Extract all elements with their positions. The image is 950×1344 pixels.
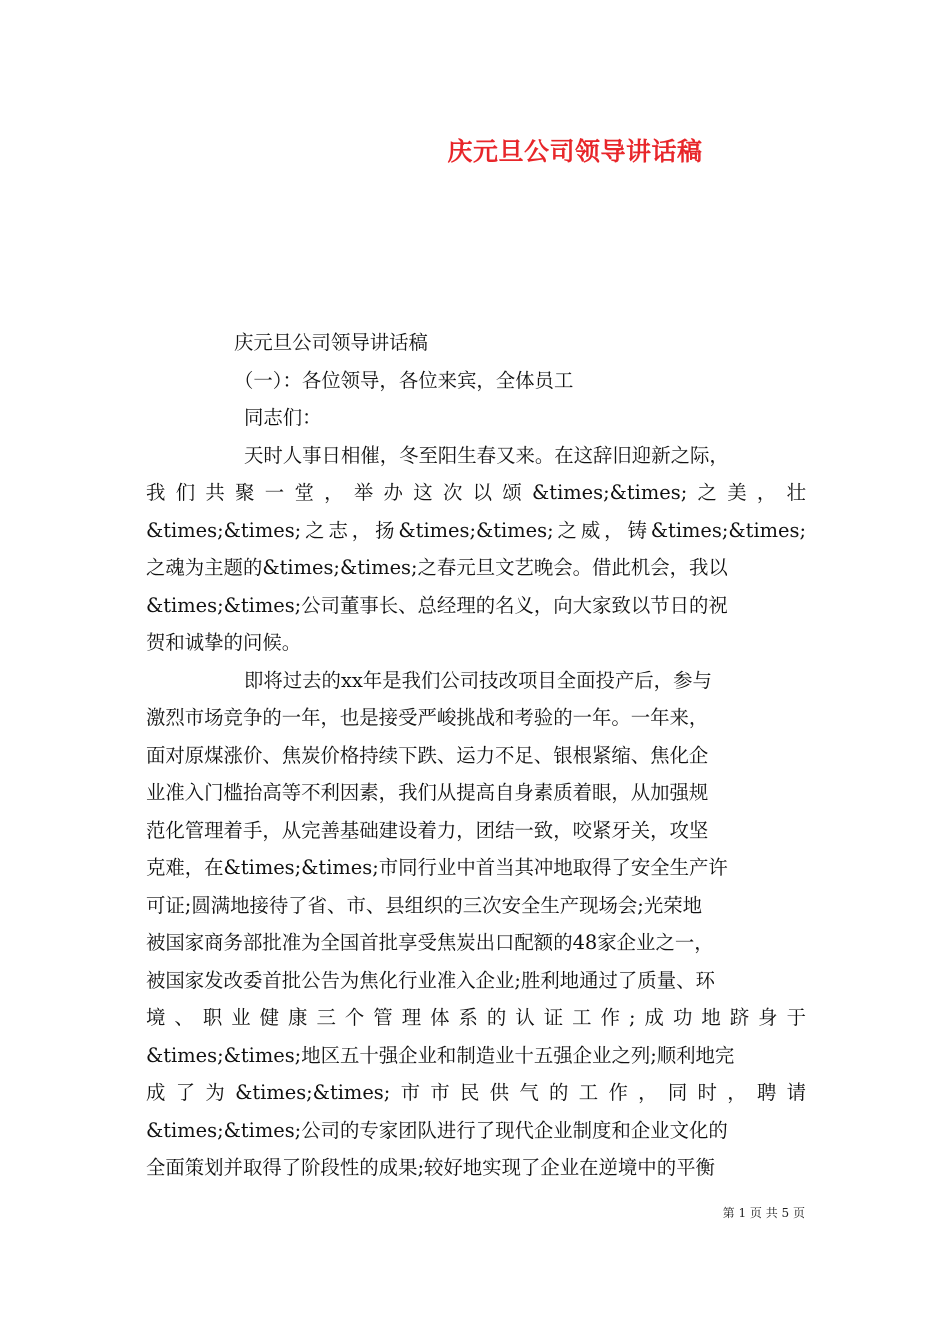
paragraph-line: &times;&times;之志，扬&times;&times;之威，铸&times;&times; [146,518,806,542]
document-body [146,324,806,1187]
paragraph-line: 贺和诚挚的问候。 [146,631,302,654]
paragraph-line: 即将过去的xx年是我们公司技改项目全面投产后，参与 [244,668,712,692]
paragraph-line: &times;&times;公司董事长、总经理的名义，向大家致以节日的祝 [146,593,728,617]
page-title: 庆元旦公司领导讲话稿 [447,137,703,166]
page-number: 第 1 页 共 5 页 [722,1206,805,1220]
subtitle-line: 庆元旦公司领导讲话稿 [234,331,428,354]
paragraph-line: 克难，在&times;&times;市同行业中首当其冲地取得了安全生产许 [146,856,728,879]
paragraph-line: 成了为&times;&times;市市民供气的工作，同时，聘请 [146,1081,806,1104]
paragraph-line: 之魂为主题的&times;&times;之春元旦文艺晚会。借此机会，我以 [146,556,728,579]
paragraph-line: 可证;圆满地接待了省、市、县组织的三次安全生产现场会;光荣地 [146,893,703,917]
salutation-line: 同志们： [244,406,322,429]
paragraph-line: 范化管理着手，从完善基础建设着力，团结一致，咬紧牙关，攻坚 [146,818,709,842]
paragraph-line: 面对原煤涨价、焦炭价格持续下跌、运力不足、银根紧缩、焦化企 [146,743,709,767]
paragraph-line: 被国家发改委首批公告为焦化行业准入企业;胜利地通过了质量、环 [146,968,715,992]
paragraph-line: 被国家商务部批准为全国首批享受焦炭出口配额的48家企业之一， [146,931,714,954]
paragraph-line: 我们共聚一堂，举办这次以颂&times;&times;之美，壮 [146,481,806,504]
paragraph-line: 天时人事日相催，冬至阳生春又来。在这辞旧迎新之际， [244,443,729,467]
paragraph-line: &times;&times;地区五十强企业和制造业十五强企业之列;顺利地完 [146,1043,735,1067]
paragraph-line: 激烈市场竞争的一年，也是接受严峻挑战和考验的一年。一年来， [146,706,709,729]
paragraph-line: 业准入门槛抬高等不利因素，我们从提高自身素质着眼，从加强规 [146,781,709,804]
paragraph-line: 全面策划并取得了阶段性的成果;较好地实现了企业在逆境中的平衡 [146,1156,715,1179]
salutation-line: （一）：各位领导，各位来宾，全体员工 [234,368,574,392]
paragraph-line: 境、职业健康三个管理体系的认证工作;成功地跻身于 [146,1006,806,1029]
paragraph-line: &times;&times;公司的专家团队进行了现代企业制度和企业文化的 [146,1118,728,1142]
